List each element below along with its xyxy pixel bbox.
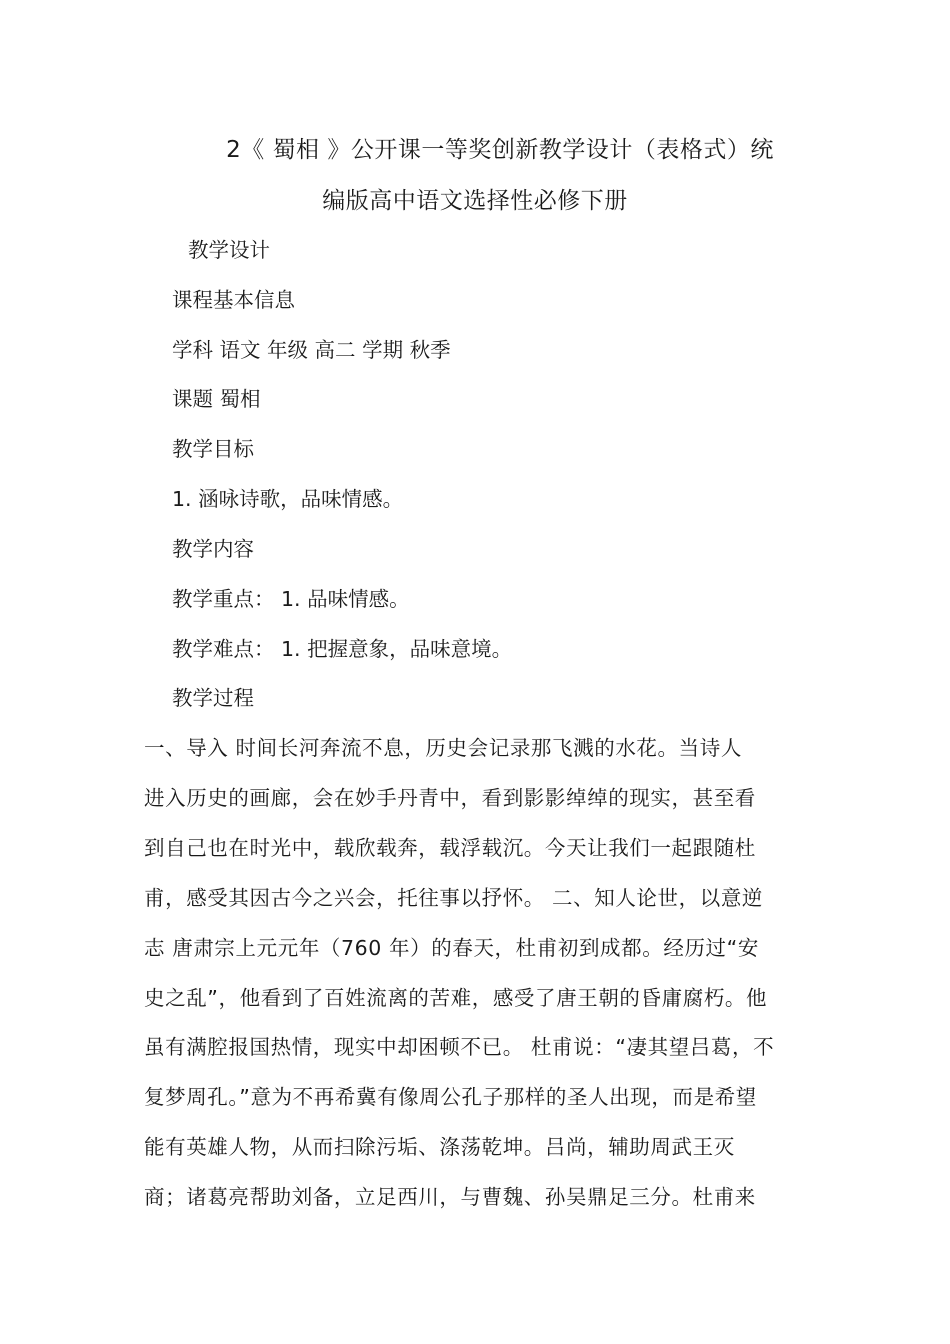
difficult-point-row: 教学难点： 1. 把握意象，品味意境。	[172, 637, 513, 661]
heading-content: 教学内容	[172, 537, 254, 561]
heading-process: 教学过程	[172, 686, 254, 710]
paragraph-line: 甫，感受其因古今之兴会，托往事以抒怀。 二、知人论世，以意逆	[144, 886, 764, 910]
document-title-line-2: 编版高中语文选择性必修下册	[322, 188, 628, 214]
heading-course-info: 课程基本信息	[172, 288, 295, 312]
paragraph-line: 商；诸葛亮帮助刘备，立足西川，与曹魏、孙吴鼎足三分。杜甫来	[144, 1185, 756, 1209]
paragraph-line: 进入历史的画廊，会在妙手丹青中，看到影影绰绰的现实，甚至看	[144, 786, 756, 810]
document-title-line-1: 2《 蜀相 》公开课一等奖创新教学设计（表格式）统	[226, 137, 774, 163]
heading-objectives: 教学目标	[172, 437, 254, 461]
objective-item-1: 1. 涵咏诗歌，品味情感。	[172, 487, 404, 511]
paragraph-line: 能有英雄人物，从而扫除污垢、涤荡乾坤。吕尚，辅助周武王灭	[144, 1135, 735, 1159]
paragraph-line: 复梦周孔。”意为不再希冀有像周公孔子那样的圣人出现，而是希望	[144, 1085, 757, 1109]
key-point-row: 教学重点： 1. 品味情感。	[172, 587, 410, 611]
subject-grade-term-row: 学科 语文 年级 高二 学期 秋季	[172, 338, 451, 362]
paragraph-line: 史之乱”，他看到了百姓流离的苦难，感受了唐王朝的昏庸腐朽。他	[144, 986, 768, 1010]
paragraph-line: 志 唐肃宗上元元年（760 年）的春天，杜甫初到成都。经历过“安	[144, 936, 759, 960]
heading-teaching-design: 教学设计	[188, 238, 270, 262]
paragraph-line: 一、导入 时间长河奔流不息，历史会记录那飞溅的水花。当诗人	[144, 736, 742, 760]
paragraph-line: 虽有满腔报国热情，现实中却困顿不已。 杜甫说：“凄其望吕葛，不	[144, 1035, 775, 1059]
paragraph-line: 到自己也在时光中，载欣载奔，载浮载沉。今天让我们一起跟随杜	[144, 836, 756, 860]
topic-row: 课题 蜀相	[172, 387, 261, 411]
